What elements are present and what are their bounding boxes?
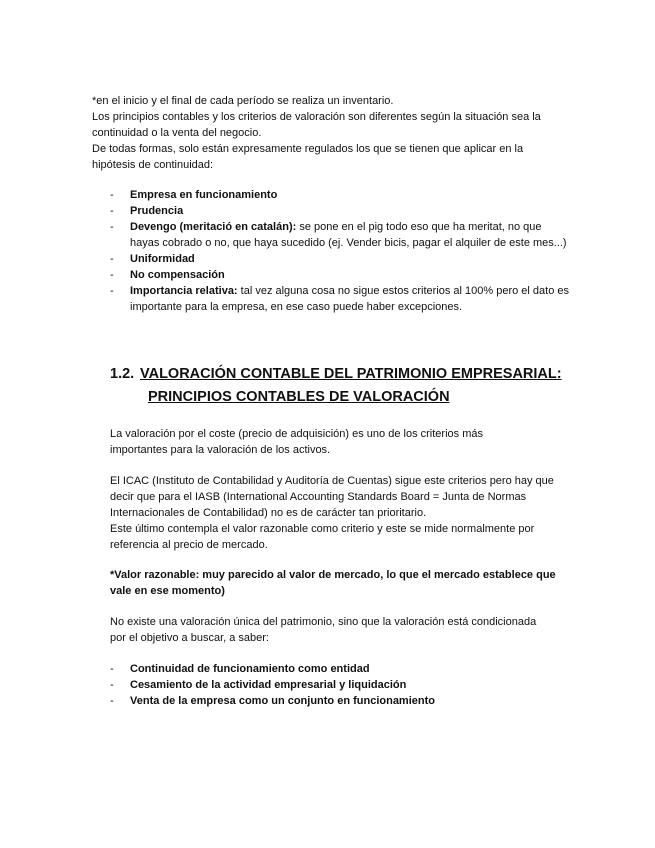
list-dash: -	[110, 189, 114, 201]
intro-paragraph-continuity: De todas formas, solo están expresamente regulados los que se tienen que aplicar en la hipótesis de continuidad:	[92, 143, 524, 171]
objectives-list	[110, 661, 570, 709]
list-item	[110, 203, 570, 219]
cost-valuation-paragraph: La valoración por el coste (precio de adquisición) es uno de los criterios más importantes para la valoración de los activos.	[110, 428, 483, 456]
principle-name: Devengo (meritació en catalán):	[130, 221, 297, 233]
list-item	[110, 219, 570, 251]
objective-label: Cesamiento de la actividad empresarial y liquidación	[130, 679, 407, 691]
fair-value-note: *Valor razonable: muy parecido al valor de mercado, lo que el mercado establece que vale en ese momento)	[110, 569, 556, 597]
list-item	[110, 267, 570, 283]
list-dash: -	[110, 679, 114, 691]
valuation-objective-paragraph: No existe una valoración única del patrimonio, sino que la valoración está condicionada por el objetivo a buscar, a saber:	[110, 616, 537, 644]
principles-list	[110, 187, 570, 315]
section-title-line2: PRINCIPIOS CONTABLES DE VALORACIÓN	[148, 389, 450, 405]
principle-description: se pone en el pig todo eso que ha meritat, no que hayas cobrado o no, que haya sucedido (ej. Vender bicis, pagar el alquiler de este mes...)	[130, 221, 567, 249]
list-item	[110, 693, 570, 709]
section-title-line1: VALORACIÓN CONTABLE DEL PATRIMONIO EMPRESARIAL:	[140, 366, 562, 382]
principle-name: Importancia relativa:	[130, 285, 238, 297]
list-dash: -	[110, 253, 114, 265]
list-item	[110, 661, 570, 677]
list-item	[110, 283, 570, 315]
list-item	[110, 251, 570, 267]
principle-name: Prudencia	[130, 205, 184, 217]
objective-label: Continuidad de funcionamiento como entidad	[130, 663, 370, 675]
fair-value-paragraph: Este último contempla el valor razonable como criterio y este se mide normalmente por referencia al precio de mercado.	[110, 523, 535, 551]
intro-paragraph-principles: Los principios contables y los criterios de valoración son diferentes según la situación sea la continuidad o la venta del negocio.	[92, 111, 541, 139]
inventory-note: *en el inicio y el final de cada período se realiza un inventario.	[92, 95, 394, 107]
icac-paragraph: El ICAC (Instituto de Contabilidad y Auditoría de Cuentas) sigue este criterios pero hay que decir que para el IASB (International Accounting Standards Board = Junta de Normas Internacionales de Contabilidad) no es de carácter tan prioritario.	[110, 475, 554, 519]
section-heading	[110, 364, 590, 407]
list-item	[110, 677, 570, 693]
principle-description: tal vez alguna cosa no sigue estos criterios al 100% pero el dato es importante para la empresa, en ese caso puede haber excepciones.	[130, 285, 570, 313]
objective-label: Venta de la empresa como un conjunto en funcionamiento	[130, 695, 435, 707]
list-item	[110, 187, 570, 203]
list-dash: -	[110, 221, 114, 233]
list-dash: -	[110, 269, 114, 281]
list-dash: -	[110, 285, 114, 297]
principle-name: Empresa en funcionamiento	[130, 189, 278, 201]
principle-name: Uniformidad	[130, 253, 195, 265]
list-dash: -	[110, 205, 114, 217]
principle-name: No compensación	[130, 269, 225, 281]
list-dash: -	[110, 695, 114, 707]
section-number: 1.2.	[110, 366, 135, 382]
list-dash: -	[110, 663, 114, 675]
